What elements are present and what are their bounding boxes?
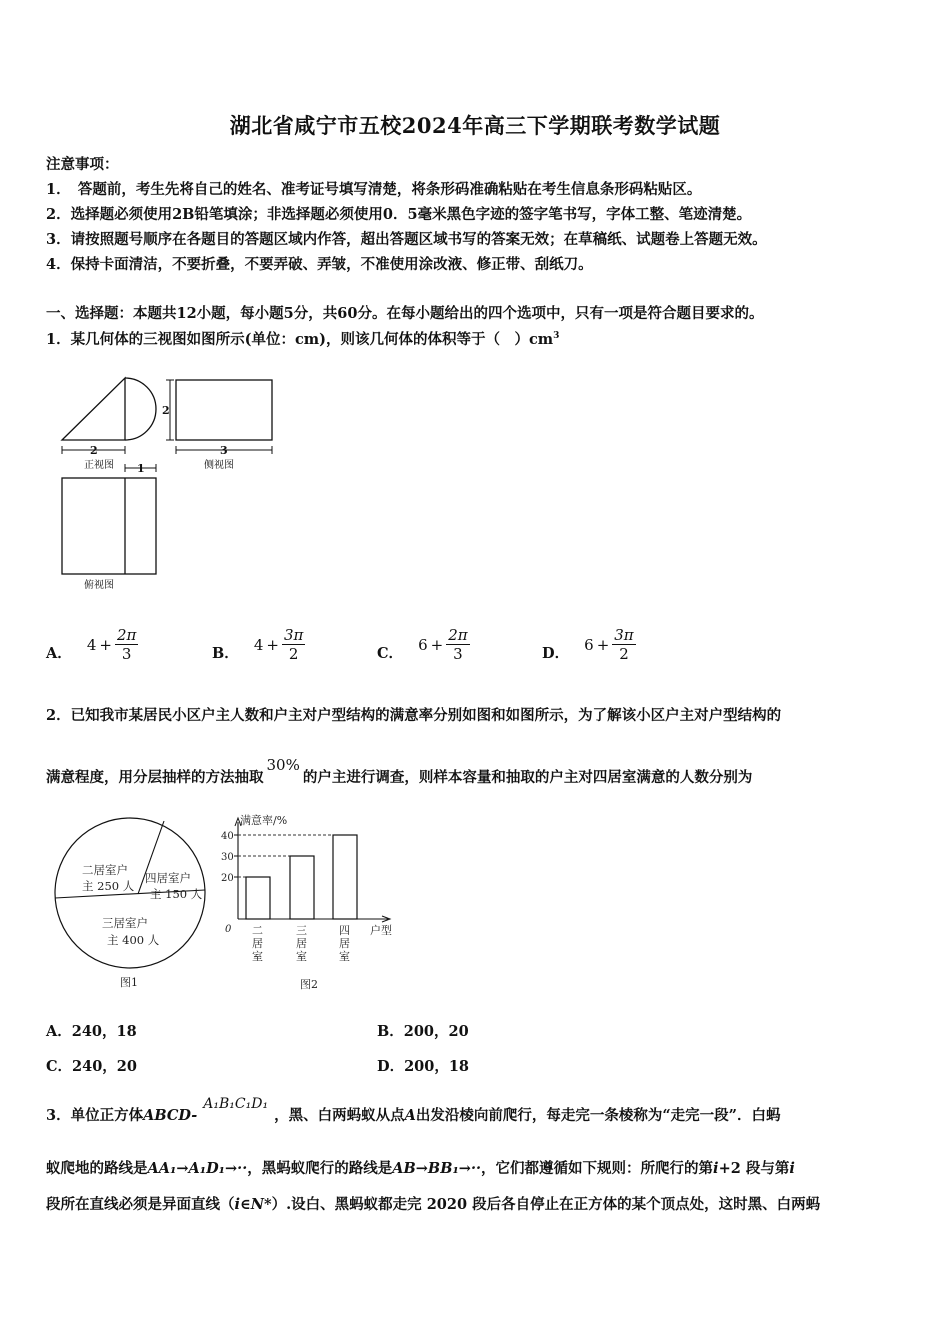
chart-origin: 0 (225, 924, 232, 935)
q3-point: A (404, 1107, 416, 1124)
category-label: 室 (252, 950, 263, 963)
option-plus: + (430, 635, 444, 654)
pie-label: 二居室户 (82, 863, 128, 877)
bar-2 (290, 856, 314, 919)
q3-index: i (713, 1160, 719, 1177)
notice-item: 3．请按照题号顺序在各题目的答题区域内作答，超出答题区域书写的答案无效；在草稿纸、试题卷上答题无效。 (46, 231, 767, 248)
q3-white-path: AA₁→A₁D₁→·· (147, 1160, 248, 1177)
q2-option-d[interactable]: D．200，18 (377, 1058, 470, 1075)
option-num: 3π (283, 626, 304, 644)
question-2-line-2 (46, 756, 753, 787)
q3-text: 蚁爬地的路线是 (46, 1160, 148, 1177)
option-letter: B． (212, 645, 239, 662)
three-view-figure (50, 372, 290, 597)
q3-text: ，黑蚂蚁爬行的路线是 (247, 1160, 393, 1177)
option-int: 4 (86, 635, 97, 654)
pie-label: 主 150 人 (150, 887, 203, 901)
dim-label: 2 (162, 404, 170, 417)
question-1-stem (46, 328, 559, 349)
side-view-label: 侧视图 (204, 460, 234, 471)
question-2-line-1: 2．已知我市某居民小区户主人数和户主对户型结构的满意率分别如图和如图所示，为了解该小区户主对户型结构的 (46, 707, 782, 724)
notice-item: 2．选择题必须使用2B铅笔填涂；非选择题必须使用0．5毫米黑色字迹的签字笔书写，字体工整、笔迹清楚。 (46, 206, 752, 223)
category-label: 三 (296, 924, 307, 937)
option-letter: C． (377, 645, 404, 662)
question-1-text: 1．某几何体的三视图如图所示(单位：cm)，则该几何体的体积等于（ ）cm (46, 331, 554, 348)
option-den: 2 (288, 645, 299, 663)
pie-caption: 图1 (120, 976, 138, 989)
dim-label: 1 (137, 462, 145, 475)
option-int: 6 (584, 635, 594, 654)
page-title: 湖北省咸宁市五校2024年高三下学期联考数学试题 (229, 113, 721, 138)
q1-option-c[interactable] (377, 620, 470, 663)
chart-xlabel: 户型 (370, 924, 392, 937)
category-label: 居 (252, 937, 263, 950)
top-view-rect (62, 478, 156, 574)
front-view-semicircle (125, 378, 156, 440)
pie-label: 主 400 人 (107, 933, 160, 947)
bar-1 (246, 877, 270, 919)
pie-label: 四居室户 (145, 871, 191, 885)
pie-label: 主 250 人 (82, 879, 135, 893)
q3-cube-name: ABCD- (143, 1107, 198, 1124)
option-plus: + (596, 635, 610, 654)
option-den: 3 (453, 645, 463, 663)
notice-item: 4．保持卡面清洁，不要折叠，不要弄破、弄皱，不准使用涂改液、修正带、刮纸刀。 (46, 256, 593, 273)
category-label: 室 (339, 950, 350, 963)
option-letter: A． (46, 645, 72, 662)
option-letter: D． (542, 645, 570, 662)
option-den: 2 (619, 645, 629, 663)
q3-index: i (789, 1160, 795, 1177)
pie-label: 三居室户 (102, 916, 148, 930)
q1-option-d[interactable] (542, 620, 636, 663)
question-3-line-2 (46, 1157, 795, 1178)
q3-text: ）.设白、黑蚂蚁都走完 2020 段后各自停止在正方体的某个顶点处，这时黑、白两蚂 (271, 1196, 821, 1213)
category-label: 室 (296, 950, 307, 963)
q3-cube-top-face: A₁B₁C₁D₁ (203, 1096, 269, 1112)
category-label: 居 (339, 937, 350, 950)
category-label: 二 (252, 924, 263, 937)
category-label: 四 (339, 924, 350, 937)
q3-text: +2 段与第 (718, 1160, 790, 1177)
option-int: 4 (253, 635, 264, 654)
option-num: 2π (448, 626, 468, 644)
question-3-line-3 (46, 1193, 820, 1214)
front-view-triangle (62, 378, 125, 440)
q3-text: 段所在直线必须是异面直线（ (46, 1196, 235, 1213)
q3-text: ，它们都遵循如下规则：所爬行的第 (481, 1160, 714, 1177)
section-heading: 一、选择题：本题共12小题，每小题5分，共60分。在每小题给出的四个选项中，只有一项是符合题目要求的。 (46, 305, 764, 322)
y-tick-label: 40 (221, 831, 234, 842)
q2-option-b[interactable]: B．200，20 (377, 1023, 469, 1040)
category-label: 居 (296, 937, 307, 950)
q1-option-a[interactable] (46, 620, 138, 663)
option-num: 3π (614, 626, 634, 644)
question-2-text-a: 满意程度，用分层抽样的方法抽取 (46, 769, 264, 786)
pie-chart-figure-1 (50, 808, 210, 998)
dim-label: 3 (220, 444, 228, 457)
q3-text: 出发沿棱向前爬行，每走完一条棱称为“走完一段”．白蚂 (415, 1107, 781, 1124)
side-view-rect (176, 380, 272, 440)
bar-3 (333, 835, 357, 919)
option-int: 6 (418, 635, 428, 654)
top-view-label: 俯视图 (84, 580, 114, 591)
dim-label: 2 (90, 444, 98, 457)
q1-option-b[interactable] (212, 620, 305, 663)
q3-black-path: AB→BB₁→·· (392, 1160, 482, 1177)
question-2-text-b: 的户主进行调查，则样本容量和抽取的户主对四居室满意的人数分别为 (302, 769, 753, 786)
q2-option-c[interactable]: C．240，20 (46, 1058, 137, 1075)
chart-title: 图2 (300, 978, 318, 991)
q3-condition: i∈N* (234, 1196, 272, 1213)
chart-ylabel: 满意率/% (240, 814, 288, 827)
q3-text: 3．单位正方体 (46, 1107, 144, 1124)
option-plus: + (99, 635, 112, 654)
notice-item: 1． 答题前，考生先将自己的姓名、准考证号填写清楚，将条形码准确粘贴在考生信息条形码粘贴区。 (46, 181, 702, 198)
notice-heading: 注意事项： (46, 156, 119, 173)
sample-percent: 30% (266, 756, 300, 774)
q3-text: ，黑、白两蚂蚁从点 (274, 1107, 405, 1124)
question-3-line-1 (46, 1096, 781, 1125)
front-view-label: 正视图 (84, 460, 114, 471)
q2-option-a[interactable]: A．240，18 (46, 1023, 137, 1040)
y-tick-label: 30 (221, 852, 234, 863)
option-den: 3 (121, 645, 132, 663)
bar-chart-figure-2 (212, 806, 412, 996)
y-tick-label: 20 (221, 873, 234, 884)
question-1-unit-sup: 3 (553, 331, 560, 342)
option-plus: + (266, 635, 279, 654)
option-num: 2π (116, 626, 137, 644)
